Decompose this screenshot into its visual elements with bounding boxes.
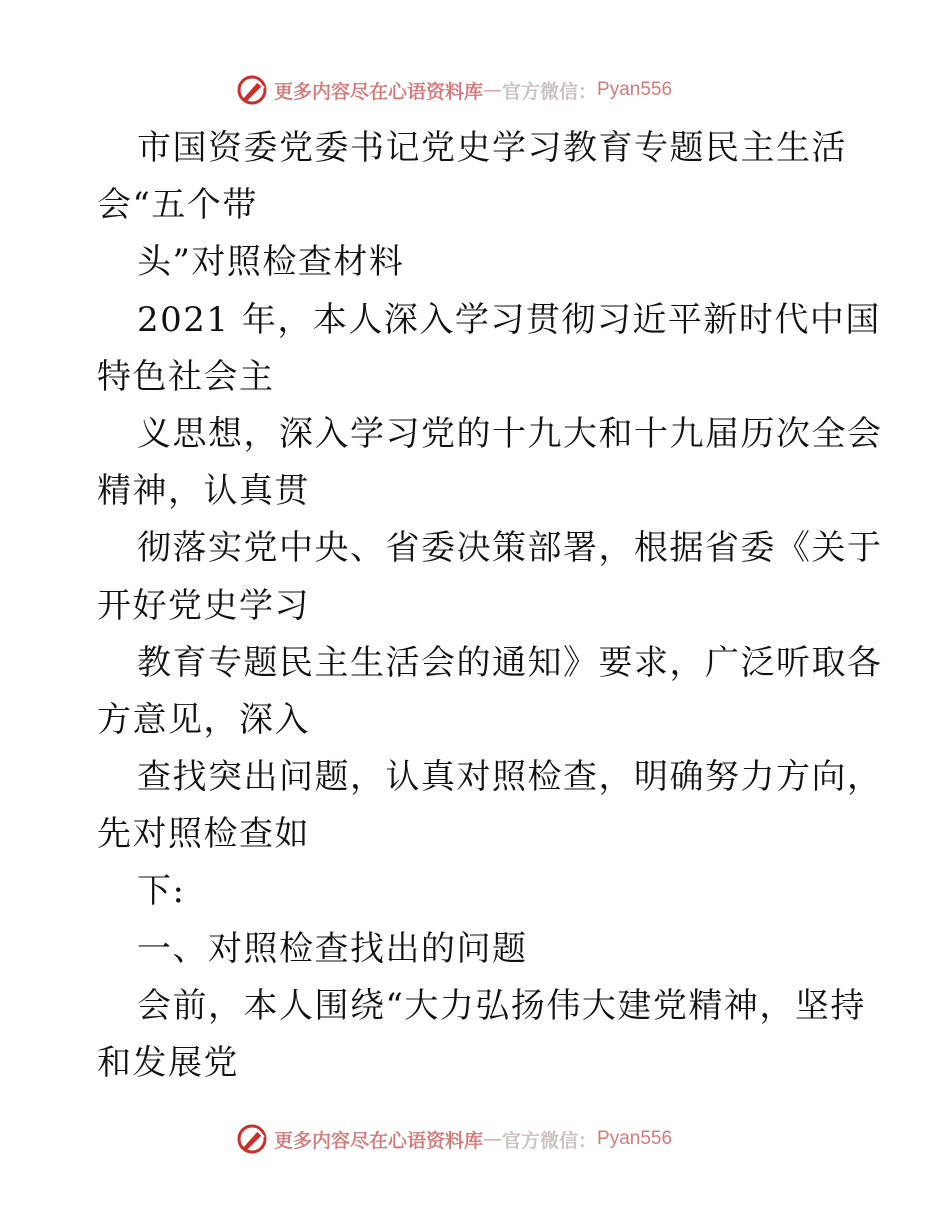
doc-line: 2021 年，本人深入学习贯彻习近平新时代中国 [137, 299, 881, 340]
doc-line: 下: [137, 871, 186, 912]
doc-line: 方意见，深入 [97, 699, 310, 740]
pen-logo-icon [236, 1123, 268, 1155]
doc-line: 教育专题民主生活会的通知》要求，广泛听取各 [137, 642, 883, 683]
watermark-wechat-id: Pyan556 [597, 1128, 673, 1149]
doc-line: 一、对照检查找出的问题 [137, 928, 528, 969]
pen-logo-icon [236, 74, 268, 106]
doc-line: 会前，本人围绕“大力弘扬伟大建党精神，坚持 [137, 985, 866, 1026]
document-body [97, 120, 883, 1092]
doc-line: 和发展党 [97, 1043, 239, 1083]
doc-line: 会“五个带 [97, 185, 258, 226]
watermark-official-label: 官方微信： [502, 1129, 598, 1152]
doc-line: 市国资委党委书记党史学习教育专题民主生活 [137, 128, 847, 168]
watermark-dash: — [483, 79, 503, 101]
doc-line: 义思想，深入学习党的十九大和十九届历次全会 [137, 413, 883, 454]
watermark-brand-text: 更多内容尽在心语资料库 [274, 80, 484, 103]
footer-watermark [236, 1122, 672, 1156]
doc-line: 开好党史学习 [97, 585, 310, 626]
doc-line: 精神，认真贯 [97, 471, 310, 512]
doc-line: 先对照检查如 [97, 814, 310, 855]
watermark-official-label: 官方微信： [502, 80, 598, 103]
doc-line: 查找突出问题，认真对照检查，明确努力方向， [137, 757, 883, 798]
header-watermark [236, 73, 672, 107]
watermark-wechat-id: Pyan556 [597, 79, 673, 100]
watermark-brand-text: 更多内容尽在心语资料库 [274, 1129, 484, 1152]
doc-line: 彻落实党中央、省委决策部署，根据省委《关于 [137, 528, 883, 569]
watermark-dash: — [483, 1128, 503, 1150]
doc-line: 头”对照检查材料 [137, 242, 405, 283]
doc-line: 特色社会主 [97, 356, 275, 397]
